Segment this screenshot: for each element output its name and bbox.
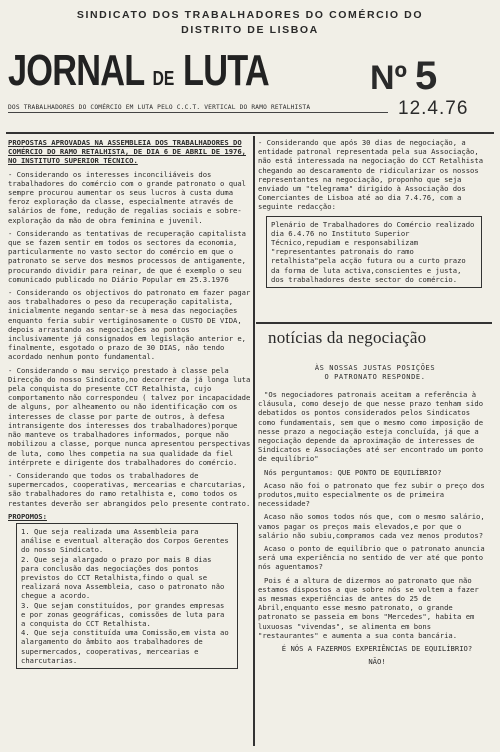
- news-paragraph: Acaso não somos todos nós que, com o mesmo salário, vamos pagar os preços mais elevados,e por que o salário não subiu,compramos cada vez menos produtos?: [258, 512, 485, 540]
- consideration-3: - Considerando os objectivos do patronato em fazer pagar aos trabalhadores o peso da recuperação capitalista, inicialmente negando sentar-se à mesa das negociações enquanto feria subir vertiginosamente o CUSTO DE VIDA, depois arrastando as negociações ao pontos inclusivamente já consignados em legislação anterior e, finalmente, esgotado o prazo de 30 DIAS, não tendo acordado nenhum ponto fundamental.: [8, 288, 251, 362]
- issue-value: 5: [414, 54, 438, 98]
- masthead-word-luta: LUTA: [183, 46, 269, 95]
- left-column: [8, 138, 252, 744]
- consideration-4: - Considerando o mau serviço prestado à classe pela Direcção do nosso Sindicato,no decorrer da já longa luta pela conquista do presente CCT Retalhista, cujo comportamento não correspondeu ( talvez por incapacidade de alguns, por alheamento ou não identificação com os interesses de classe por parte de outros, à defesa intransigente dos interesses dos trabalhadores)porque não manteve os trabalhadores informados, porque não mobilizou a classe, porque nunca apresentou perspectivas de luta, como lhes competia na sua qualidade da fiel intérprete e dirigente dos trabalhadores do comércio.: [8, 365, 251, 467]
- consideration-1: - Considerando os interesses inconciliáveis dos trabalhadores do comércio com o grande patronato o qual sempre procurou aumentar os seus lucros à custa duma feroz exploração da classe, especialmente através de salários de fome, redução de regalias sociais e sobre-exploração da mão de obra feminina e juvenil.: [8, 169, 246, 225]
- subtitle-line1: ÀS NOSSAS JUSTAS POSIÇÕES: [314, 364, 436, 372]
- negotiation-news-title: notícias da negociação: [268, 328, 427, 347]
- proposal-item: 4. Que seja constituída uma Comissão,em vista ao alargamento do âmbito aos trabalhadores de supermercados, cooperativas, mercearias e charcutarias.: [21, 628, 229, 665]
- union-name-line2: DISTRITO DE LISBOA: [181, 24, 319, 36]
- proposals-heading: PROPOSTAS APROVADAS NA ASSEMBLEIA DOS TRABALHADORES DO COMÉRCIO DO RAMO RETALHISTA, DE DIA 6 DE ABRIL DE 1976, NO INSTITUTO SUPERIOR TÉCNICO.: [8, 138, 246, 166]
- masthead-word-jornal: JORNAL: [8, 46, 144, 95]
- proposal-item: 3. Que sejam constituídos, por grandes empresas e por zonas geográficas, comissões de luta para a conquista do CCT Retalhista.: [21, 600, 225, 628]
- issue-date: 12.4.76: [398, 98, 469, 119]
- telegram-box: [266, 216, 482, 288]
- proposal-item: 2. Que seja alargado o prazo por mais 8 dias para conclusão das negociações dos pontos previstos do CCT Retalhista,findo o qual se realizará nova Assembleia, caso o patronato não chegue a acordo.: [21, 554, 225, 601]
- masthead-word-de: DE: [152, 68, 175, 90]
- right-top-column: [258, 138, 488, 328]
- consideration-5: - Considerando que todos os trabalhadores de supermercados, cooperativas, mercearias e charcutarias, são trabalhadores do ramo retalhista e, como todos os restantes deverão ser abrangidos pelo presente contrato.: [8, 470, 251, 508]
- news-paragraph: "Os negociadores patronais aceitam a referência à cláusula, como desejo de que nesse prazo tenham sido debatidos os pontos considerados pelos Sindicatos como fundamentais, sem que o mesmo como imposição de nesse prazo a negociação esteja concluída, já que a negociação depende da aproximação de interesses de Sindicatos e Associações até ser encontrado um ponto de equilíbrio": [258, 390, 484, 464]
- negotiation-news-body: [258, 390, 490, 752]
- masthead-title: [8, 46, 269, 96]
- telegram-consideration: - Considerando que após 30 dias de negociação, a entidade patronal representada pela sua Associação, não está interessada na negociação do CCT Retalhista chegando ao descaramento de ridicularizar os nossos representantes na negociação, proponho que seja enviado um "telegrama" dirigido à Associação dos Comerciantes de Lisboa até ao dia 7.4.76, com a seguinte redacção:: [258, 138, 484, 212]
- news-paragraph: Acaso o ponto de equilíbrio que o patronato anuncia será uma experiência no sentido de ver até que ponto nós aguentamos?: [258, 544, 485, 572]
- column-divider: [253, 136, 255, 746]
- masthead-subline: DOS TRABALHADORES DO COMÉRCIO EM LUTA PELO C.C.T. VERTICAL DO RAMO RETALHISTA: [8, 104, 388, 113]
- news-paragraph: Acaso não foi o patronato que fez subir o preço dos produtos,muito especialmente os de primeira necessidade?: [258, 480, 485, 509]
- news-paragraph: Nós perguntamos: QUE PONTO DE EQUILÍBRIO?: [264, 467, 442, 477]
- propomos-section: [8, 512, 252, 669]
- closing-question: É NÓS A FAZERMOS EXPERIÊNCIAS DE EQUILÍBRIO?: [281, 644, 473, 654]
- union-name-line1: SINDICATO DOS TRABALHADORES DO COMÉRCIO DO: [76, 9, 424, 21]
- union-header: [30, 8, 470, 38]
- telegram-text: Plenário de Trabalhadores do Comércio realizado dia 6.4.76 no Instituto Superior Técnico,repudiam e responsabilizam "representantes patronais do ramo retalhista"pela acção futura ou a curto prazo da forma de luta activa,conscientes e justa, dos trabalhadores deste sector do comércio.: [271, 219, 475, 284]
- horizontal-rule: [6, 132, 494, 134]
- proposal-item: 1. Que seja realizada uma Assembleia para análise e eventual alteração dos Corpos Gerentes do nosso Sindicato.: [21, 526, 229, 555]
- propomos-label: PROPOMOS:: [8, 511, 47, 521]
- subtitle-line2: O PATRONATO RESPONDE.: [324, 373, 426, 381]
- consideration-2: - Considerando as tentativas de recuperação capitalista que se fazem sentir em todos os sectores da economia, particularmente no vasto sector do comércio em que o patronato se serve dos mesmos processos de antigamente, procurando dividir para reinar, de que é exemplo o seu comunicado publicado no Diário Popular em 25.3.1976: [8, 228, 246, 284]
- closing-answer: NÃO!: [368, 657, 386, 667]
- issue-label: Nº: [370, 59, 407, 97]
- negotiation-subtitle: [260, 364, 490, 382]
- issue-number: [370, 54, 437, 99]
- news-paragraph: Pois é a altura de dizermos ao patronato que não estamos dispostos a que sobre nós se voltem a fazer as mesmas experiências de antes do 25 de Abril,enquanto esse mesmo patronato, o grande patronato se passeia em bons "Mercedes", habita em luxuosas "vivendas", se alimenta em bons "restaurantes" e aumenta a sua conta bancária.: [258, 575, 479, 640]
- proposals-box: [16, 523, 238, 669]
